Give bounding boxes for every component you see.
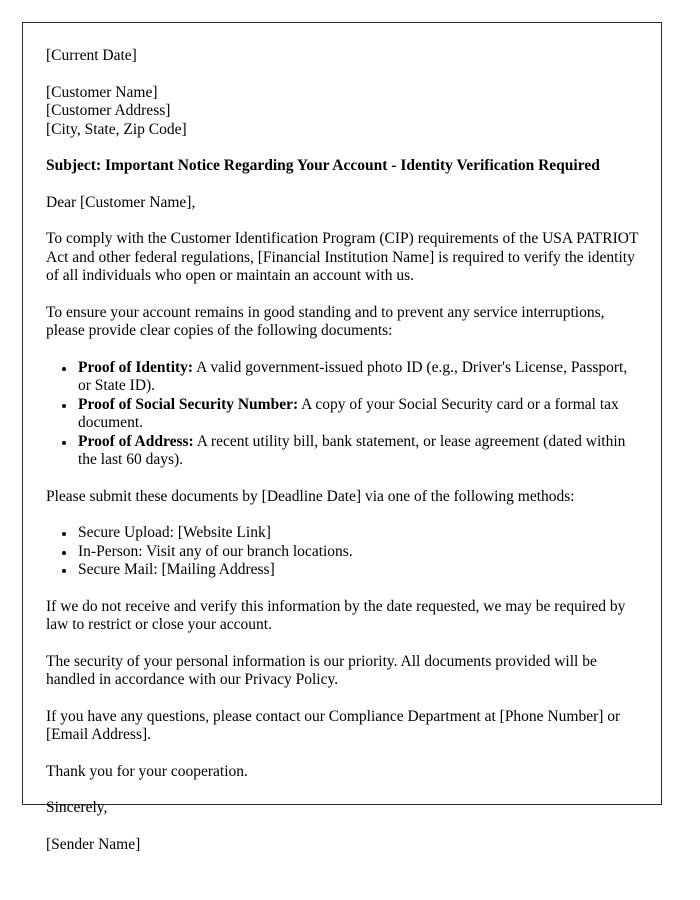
subject-line: Subject: Important Notice Regarding Your Account - Identity Verification Required — [46, 157, 600, 174]
required-documents-list — [46, 359, 639, 470]
recipient-address-block — [46, 84, 639, 140]
list-item-text: A valid government-issued photo ID (e.g., Driver's License, Passport, or State ID). — [78, 358, 628, 394]
paragraph-consequence: If we do not receive and verify this information by the date requested, we may be required by law to restrict or close your account. — [46, 597, 626, 633]
paragraph-privacy: The security of your personal information is our priority. All documents provided will be handled in accordance with our Privacy Policy. — [46, 652, 597, 688]
recipient-address: [Customer Address] — [46, 102, 171, 119]
paragraph-submission-intro: Please submit these documents by [Deadline Date] via one of the following methods: — [46, 487, 575, 505]
list-item — [76, 433, 639, 470]
valediction: Sincerely, — [46, 799, 108, 816]
list-item: • Secure Upload: [Website Link] — [76, 524, 639, 543]
letter-body — [23, 23, 661, 854]
paragraph-contact: If you have any questions, please contact our Compliance Department at [Phone Number] or [Email Address]. — [46, 707, 621, 743]
paragraph-thanks: Thank you for your cooperation. — [46, 762, 248, 780]
recipient-city-state-zip: [City, State, Zip Code] — [46, 120, 187, 138]
list-item-lead: Proof of Address: — [78, 432, 194, 450]
salutation: Dear [Customer Name], — [46, 193, 196, 211]
list-item — [76, 359, 639, 396]
list-item-text: A copy of your Social Security card or a formal tax document. — [78, 395, 619, 431]
list-item — [76, 396, 639, 433]
submission-methods-list — [46, 524, 639, 580]
recipient-name: [Customer Name] — [46, 83, 158, 101]
paragraph-compliance: To comply with the Customer Identification Program (CIP) requirements of the USA PATRIOT Act and other federal regulations, [Financial Institution Name] is required to verify the identity of all individuals who open or maintain an account with us. — [46, 230, 639, 284]
letter-page — [22, 22, 662, 853]
list-item: • In-Person: Visit any of our branch locations. — [76, 543, 639, 562]
list-item-lead: Proof of Social Security Number: — [78, 395, 299, 413]
list-item-text: A recent utility bill, bank statement, or lease agreement (dated within the last 60 days). — [78, 432, 626, 468]
sender-name: [Sender Name] — [46, 835, 141, 853]
list-item: • Secure Mail: [Mailing Address] — [76, 561, 639, 580]
current-date: [Current Date] — [46, 47, 137, 64]
list-item-lead: Proof of Identity: — [78, 358, 194, 376]
paragraph-request-intro: To ensure your account remains in good standing and to prevent any service interruptions, please provide clear copies of the following documents: — [46, 303, 605, 339]
date-block — [46, 47, 639, 66]
